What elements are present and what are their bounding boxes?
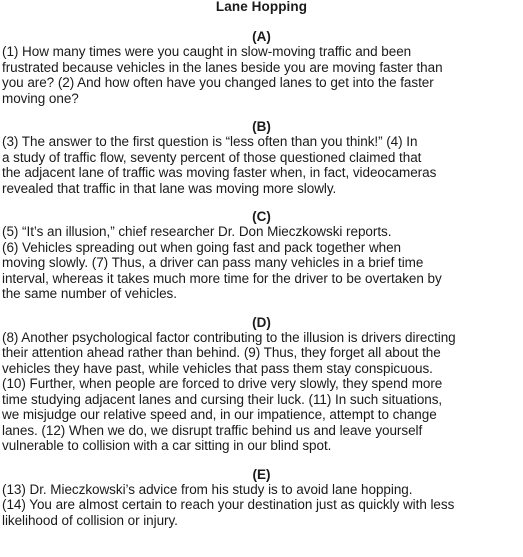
paragraph-line: the adjacent lane of traffic was moving faster when, in fact, videocameras: [2, 165, 437, 180]
paragraph-line: (5) “It’s an illusion,” chief researcher Dr. Don Mieczkowski reports.: [2, 224, 392, 239]
section-b: [2, 120, 521, 196]
document-title: Lane Hopping: [215, 0, 308, 14]
paragraph-line: interval, whereas it takes much more time for the driver to be overtaken by: [2, 270, 442, 286]
section-heading: (E): [252, 466, 271, 482]
paragraph-line: (14) You are almost certain to reach your destination just as quickly with less: [2, 497, 455, 512]
paragraph-line: the same number of vehicles.: [2, 286, 177, 301]
section-heading: (B): [252, 119, 271, 134]
paragraph-line: moving slowly. (7) Thus, a driver can pass many vehicles in a brief time: [2, 255, 424, 270]
paragraph-line: (8) Another psychological factor contributing to the illusion is drivers directing: [2, 329, 456, 345]
section-a: [2, 30, 521, 106]
section-e: [2, 468, 521, 529]
paragraph-line: lanes. (12) When we do, we disrupt traffic behind us and leave yourself: [2, 422, 423, 438]
section-heading: (D): [252, 314, 271, 330]
paragraph-line: likelihood of collision or injury.: [2, 512, 178, 528]
section-heading: (A): [252, 29, 271, 44]
paragraph-line: (1) How many times were you caught in slow-moving traffic and been: [2, 44, 412, 59]
paragraph-line: revealed that traffic in that lane was moving more slowly.: [2, 180, 337, 196]
paragraph-line: (3) The answer to the first question is “less often than you think!” (4) In: [2, 134, 418, 149]
paragraph-line: time studying adjacent lanes and cursing their luck. (11) In such situations,: [2, 391, 443, 407]
paragraph-line: vulnerable to collision with a car sitting in our blind spot.: [2, 438, 332, 453]
section-c: [2, 210, 521, 302]
paragraph-line: (10) Further, when people are forced to drive very slowly, they spend more: [2, 376, 443, 391]
paragraph-line: vehicles they have past, while vehicles that pass them stay conspicuous.: [2, 360, 433, 376]
paragraph-line: frustrated because vehicles in the lanes beside you are moving faster than: [2, 59, 443, 75]
section-heading: (C): [252, 209, 271, 224]
paragraph-line: their attention ahead rather than behind. (9) Thus, they forget all about the: [2, 345, 441, 360]
paragraph-line: we misjudge our relative speed and, in our impatience, attempt to change: [2, 407, 437, 422]
paragraph-line: (13) Dr. Mieczkowski’s advice from his study is to avoid lane hopping.: [2, 481, 413, 497]
section-d: [2, 316, 521, 454]
paragraph-line: (6) Vehicles spreading out when going fast and pack together when: [2, 239, 402, 255]
paragraph-line: you are? (2) And how often have you changed lanes to get into the faster: [2, 75, 434, 90]
paragraph-line: a study of traffic flow, seventy percent of those questioned claimed that: [2, 149, 422, 165]
paragraph-line: moving one?: [2, 90, 79, 106]
